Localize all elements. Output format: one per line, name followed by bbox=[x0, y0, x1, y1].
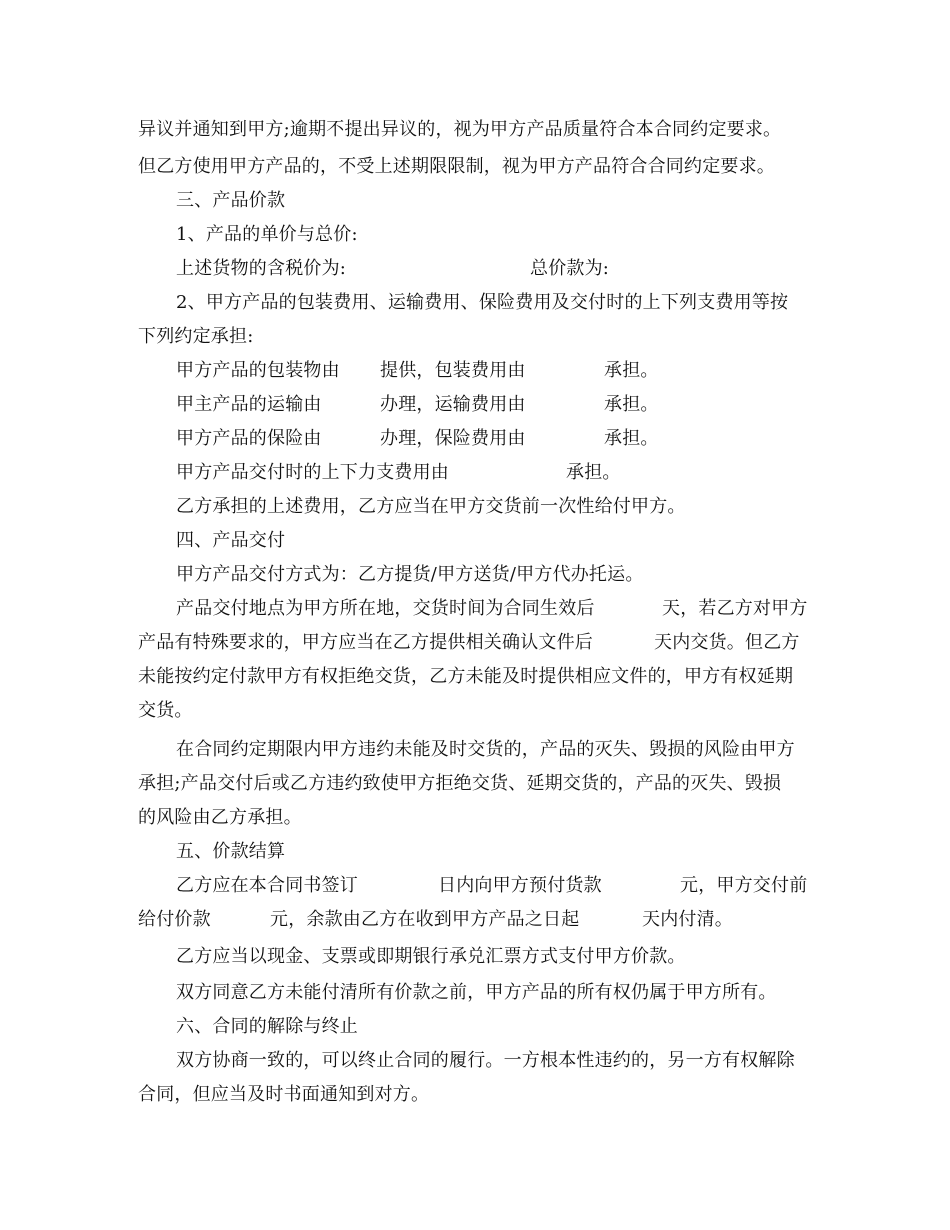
fill-in-text: 产品交付地点为甲方所在地，交货时间为合同生效后 bbox=[176, 598, 595, 619]
fill-in-text: 天内交货。但乙方 bbox=[654, 632, 800, 653]
text-line: 异议并通知到甲方;逾期不提出异议的，视为甲方产品质量符合本合同约定要求。 bbox=[138, 119, 782, 140]
fill-in-text: 承担。 bbox=[604, 394, 659, 415]
fill-in-text: 承担。 bbox=[566, 462, 621, 483]
fill-in-text: 提供，包装费用由 bbox=[380, 360, 526, 381]
text-line: 甲方产品交付方式为：乙方提货/甲方送货/甲方代办托运。 bbox=[176, 564, 644, 585]
section-heading-termination: 六、合同的解除与终止 bbox=[176, 1016, 358, 1037]
section-heading-delivery: 四、产品交付 bbox=[176, 530, 286, 551]
text-line: 的风险由乙方承担。 bbox=[138, 807, 302, 828]
text-line: 双方同意乙方未能付清所有价款之前，甲方产品的所有权仍属于甲方所有。 bbox=[176, 982, 777, 1003]
fill-in-text: 办理，运输费用由 bbox=[380, 394, 526, 415]
text-line: 承担;产品交付后或乙方违约致使甲方拒绝交货、延期交货的，产品的灭失、毁损 bbox=[138, 773, 782, 794]
fill-in-text: 元，余款由乙方在收到甲方产品之日起 bbox=[270, 909, 580, 930]
fill-in-text: 天内付清。 bbox=[642, 909, 733, 930]
fill-in-text: 甲方产品的保险由 bbox=[176, 428, 322, 449]
fill-in-text: 甲方产品交付时的上下力支费用由 bbox=[176, 462, 449, 483]
section-heading-settlement: 五、价款结算 bbox=[176, 841, 286, 862]
fill-in-text: 日内向甲方预付货款 bbox=[438, 875, 602, 896]
fill-in-text: 产品有特殊要求的，甲方应当在乙方提供相关确认文件后 bbox=[138, 632, 593, 653]
text-line: 合同，但应当及时书面通知到对方。 bbox=[138, 1084, 430, 1105]
subsection-heading: 1、产品的单价与总价: bbox=[176, 224, 358, 245]
fill-in-text: 天，若乙方对甲方 bbox=[662, 598, 808, 619]
total-price-label: 总价款为: bbox=[530, 258, 610, 279]
text-line: 双方协商一致的，可以终止合同的履行。一方根本性违约的，另一方有权解除 bbox=[176, 1050, 795, 1071]
fill-in-text: 承担。 bbox=[604, 428, 659, 449]
fill-in-text: 甲方产品的包装物由 bbox=[176, 360, 340, 381]
text-line: 未能按约定付款甲方有权拒绝交货，乙方未能及时提供相应文件的，甲方有权延期 bbox=[138, 666, 794, 687]
text-line: 2、甲方产品的包装费用、运输费用、保险费用及交付时的上下列支费用等按 bbox=[176, 292, 789, 313]
fill-in-text: 承担。 bbox=[604, 360, 659, 381]
text-line: 下列约定承担: bbox=[138, 326, 254, 347]
section-heading-price: 三、产品价款 bbox=[176, 190, 286, 211]
text-line: 交货。 bbox=[138, 700, 193, 721]
fill-in-text: 元，甲方交付前 bbox=[680, 875, 808, 896]
unit-price-label: 上述货物的含税价为: bbox=[176, 258, 347, 279]
text-line: 但乙方使用甲方产品的，不受上述期限限制，视为甲方产品符合合同约定要求。 bbox=[138, 156, 775, 177]
fill-in-text: 给付价款 bbox=[138, 909, 211, 930]
fill-in-text: 办理，保险费用由 bbox=[380, 428, 526, 449]
text-line: 乙方应当以现金、支票或即期银行承兑汇票方式支付甲方价款。 bbox=[176, 946, 686, 967]
text-line: 在合同约定期限内甲方违约未能及时交货的，产品的灭失、毁损的风险由甲方 bbox=[176, 739, 795, 760]
fill-in-text: 甲主产品的运输由 bbox=[176, 394, 322, 415]
fill-in-text: 乙方应在本合同书签订 bbox=[176, 875, 358, 896]
text-line: 乙方承担的上述费用，乙方应当在甲方交货前一次性给付甲方。 bbox=[176, 496, 686, 517]
